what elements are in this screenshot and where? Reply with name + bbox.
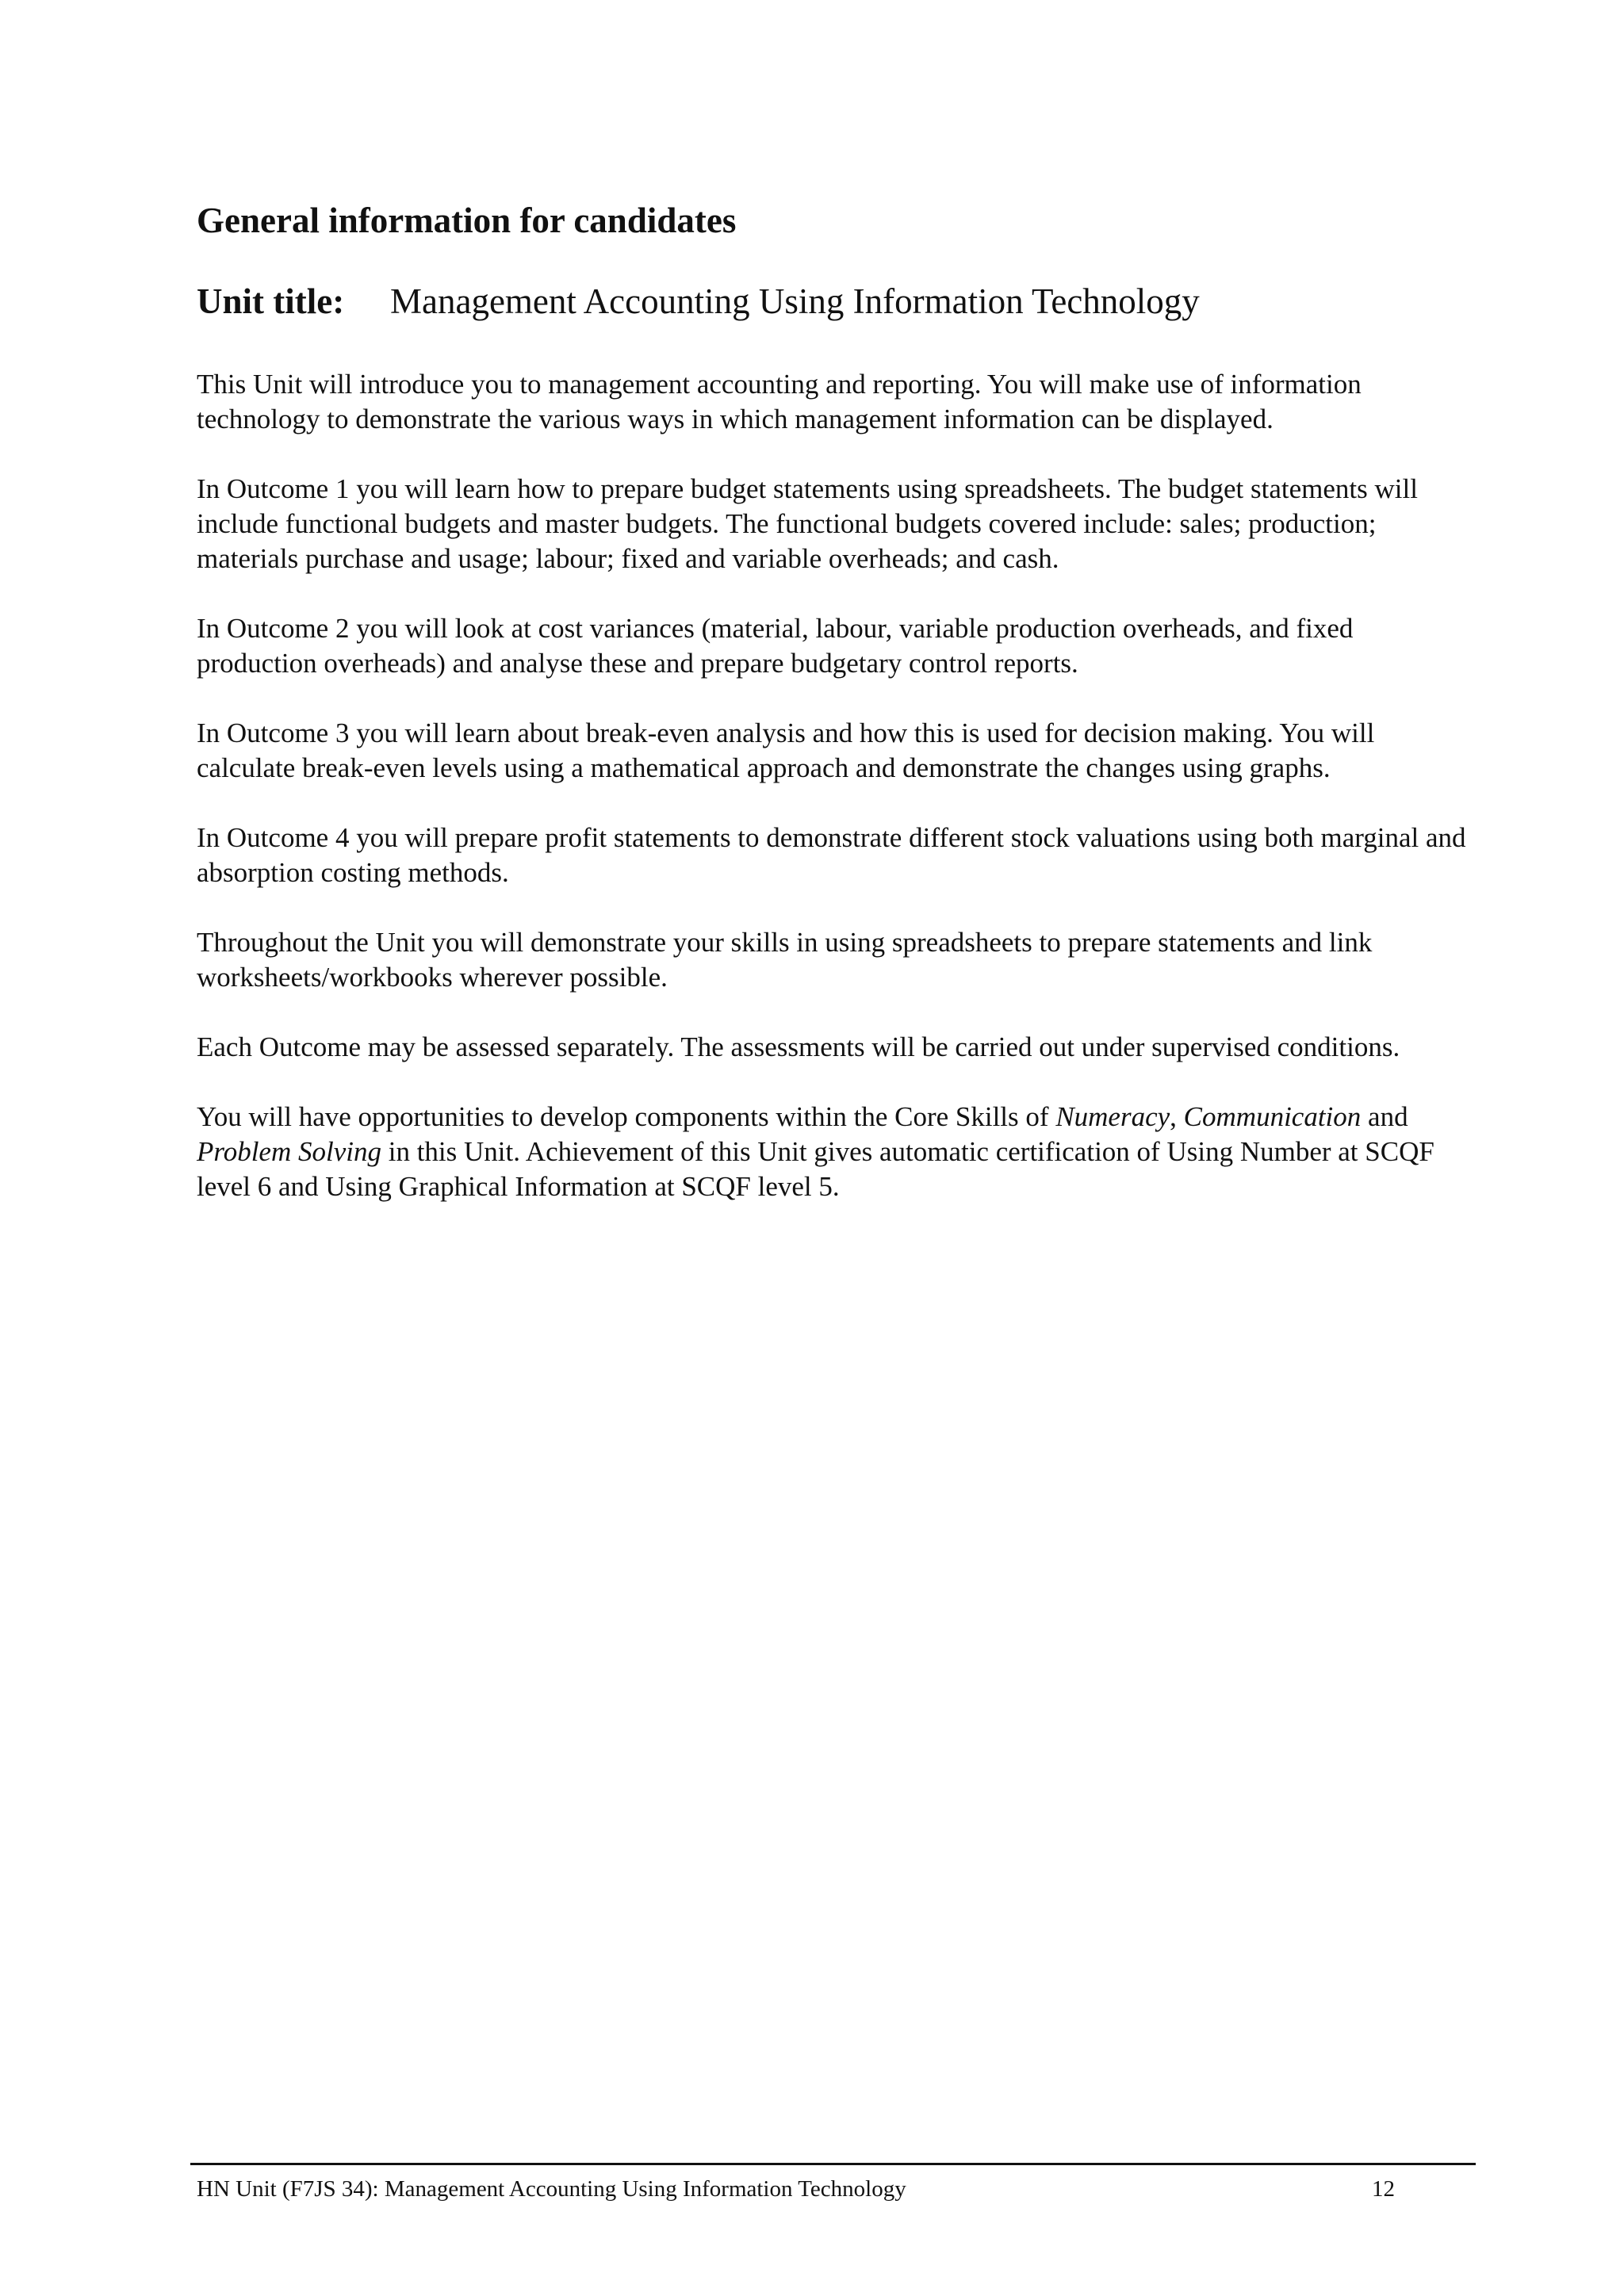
section-heading: General information for candidates <box>197 201 737 240</box>
core-skills-and: and <box>1361 1101 1408 1132</box>
paragraph-outcome-1: In Outcome 1 you will learn how to prepare budget statements using spreadsheets. The budget statements will include functional budgets and master budgets. The functional budgets covered include: sales; production; materials purchase and usage; labour; fixed and variable overheads; and cash. <box>197 473 1418 574</box>
core-skill-communication: Communication <box>1183 1101 1362 1132</box>
core-skills-comma: , <box>1170 1101 1184 1132</box>
unit-title-row <box>197 277 1473 325</box>
core-skill-problem-solving: Problem Solving <box>197 1136 381 1167</box>
paragraph-spreadsheets: Throughout the Unit you will demonstrate your skills in using spreadsheets to prepare statements and link worksheets/workbooks wherever possible. <box>197 927 1373 993</box>
page-content <box>197 197 1473 1204</box>
unit-title-label: Unit title: <box>197 281 345 321</box>
footer-page-number: 12 <box>1372 2176 1395 2202</box>
page-footer <box>190 2163 1476 2202</box>
paragraph-assessment: Each Outcome may be assessed separately. The assessments will be carried out under supervised conditions. <box>197 1031 1400 1062</box>
footer-unit-reference: HN Unit (F7JS 34): Management Accounting Using Information Technology <box>197 2176 906 2202</box>
unit-title-value: Management Accounting Using Information Technology <box>390 281 1200 321</box>
paragraph-outcome-2: In Outcome 2 you will look at cost variances (material, labour, variable production overheads, and fixed production overheads) and analyse these and prepare budgetary control reports. <box>197 613 1354 679</box>
paragraph-core-skills <box>197 1100 1473 1204</box>
paragraph-introduction: This Unit will introduce you to management accounting and reporting. You will make use of information technology to demonstrate the various ways in which management information can be displayed. <box>197 369 1362 434</box>
paragraph-outcome-4: In Outcome 4 you will prepare profit statements to demonstrate different stock valuations using both marginal and absorption costing methods. <box>197 822 1466 888</box>
core-skill-numeracy: Numeracy <box>1055 1101 1170 1132</box>
paragraph-outcome-3: In Outcome 3 you will learn about break-even analysis and how this is used for decision making. You will calculate break-even levels using a mathematical approach and demonstrate the changes using graphs. <box>197 718 1375 783</box>
core-skills-text-end: in this Unit. Achievement of this Unit gives automatic certification of Using Number at SCQF level 6 and Using Graphical Information at SCQF level 5. <box>197 1136 1434 1202</box>
core-skills-text-start: You will have opportunities to develop components within the Core Skills of <box>197 1101 1056 1132</box>
